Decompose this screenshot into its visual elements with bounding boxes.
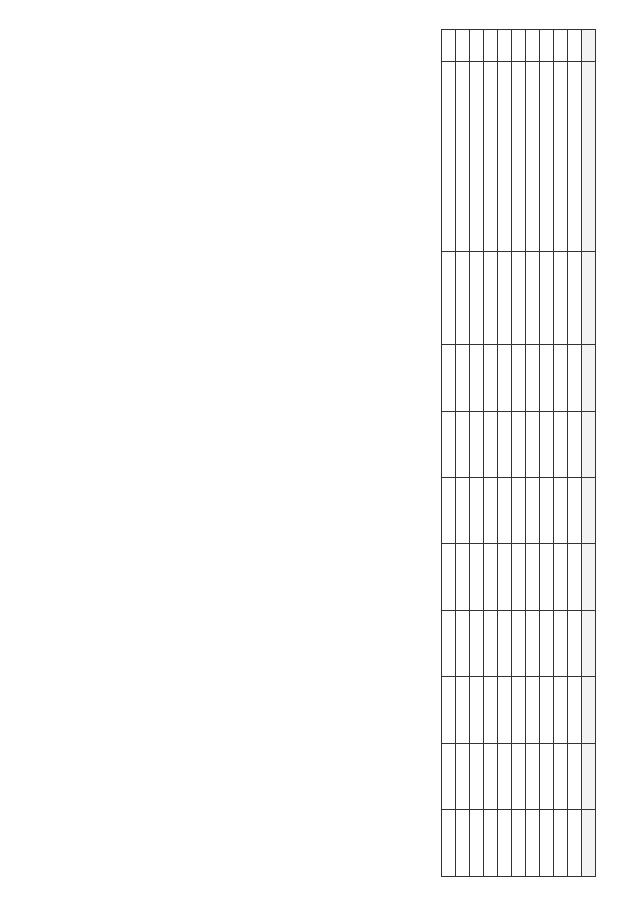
row-doc xyxy=(456,251,470,344)
row-col10 xyxy=(456,743,470,809)
row-col7 xyxy=(568,543,582,609)
row-date2 xyxy=(456,411,470,477)
row-doc xyxy=(554,251,568,344)
col-header-7 xyxy=(582,543,596,609)
row-col6 xyxy=(498,477,512,543)
row-col8 xyxy=(442,610,456,676)
row-col6 xyxy=(484,477,498,543)
row-col6 xyxy=(442,477,456,543)
col-header-10 xyxy=(582,743,596,809)
row-col8 xyxy=(554,610,568,676)
row-date2 xyxy=(526,411,540,477)
table-header xyxy=(582,29,596,876)
row-address xyxy=(442,61,456,252)
row-date1 xyxy=(568,344,582,410)
row-col11 xyxy=(456,809,470,876)
row-doc xyxy=(484,251,498,344)
row-address xyxy=(456,61,470,252)
row-date1 xyxy=(526,344,540,410)
row-date2 xyxy=(498,411,512,477)
row-col9 xyxy=(540,676,554,742)
table-row xyxy=(526,29,540,876)
row-date1 xyxy=(540,344,554,410)
row-col9 xyxy=(470,676,484,742)
col-header-11 xyxy=(582,809,596,876)
col-header-6 xyxy=(582,477,596,543)
col-header-4 xyxy=(582,344,596,410)
row-col9 xyxy=(568,676,582,742)
row-col11 xyxy=(484,809,498,876)
row-col11 xyxy=(498,809,512,876)
row-col7 xyxy=(526,543,540,609)
row-col9 xyxy=(526,676,540,742)
rotated-document xyxy=(20,13,620,893)
table-row xyxy=(456,29,470,876)
row-col11 xyxy=(470,809,484,876)
row-col8 xyxy=(470,610,484,676)
row-date2 xyxy=(568,411,582,477)
row-col6 xyxy=(554,477,568,543)
row-date2 xyxy=(512,411,526,477)
row-col10 xyxy=(568,743,582,809)
row-col10 xyxy=(540,743,554,809)
col-header-5 xyxy=(582,411,596,477)
row-doc xyxy=(470,251,484,344)
row-col7 xyxy=(498,543,512,609)
row-col8 xyxy=(568,610,582,676)
row-col10 xyxy=(512,743,526,809)
row-num xyxy=(442,29,456,61)
row-col9 xyxy=(442,676,456,742)
table-row xyxy=(554,29,568,876)
row-address xyxy=(512,61,526,252)
row-col11 xyxy=(512,809,526,876)
row-col10 xyxy=(554,743,568,809)
row-col10 xyxy=(526,743,540,809)
table-row xyxy=(540,29,554,876)
col-header-8 xyxy=(582,610,596,676)
row-num xyxy=(568,29,582,61)
row-doc xyxy=(498,251,512,344)
row-col9 xyxy=(484,676,498,742)
row-col6 xyxy=(568,477,582,543)
row-date1 xyxy=(498,344,512,410)
row-num xyxy=(540,29,554,61)
row-col6 xyxy=(512,477,526,543)
row-col7 xyxy=(554,543,568,609)
row-col7 xyxy=(484,543,498,609)
row-col8 xyxy=(526,610,540,676)
row-col11 xyxy=(540,809,554,876)
row-num xyxy=(526,29,540,61)
row-date1 xyxy=(470,344,484,410)
row-date2 xyxy=(470,411,484,477)
table-row xyxy=(498,29,512,876)
row-col10 xyxy=(442,743,456,809)
row-col11 xyxy=(554,809,568,876)
row-date1 xyxy=(554,344,568,410)
row-address xyxy=(540,61,554,252)
row-address xyxy=(484,61,498,252)
col-header-9 xyxy=(582,676,596,742)
register-table xyxy=(441,29,596,877)
table-row xyxy=(470,29,484,876)
row-num xyxy=(512,29,526,61)
row-date1 xyxy=(512,344,526,410)
row-col7 xyxy=(456,543,470,609)
row-col10 xyxy=(484,743,498,809)
row-col8 xyxy=(456,610,470,676)
row-date2 xyxy=(442,411,456,477)
row-num xyxy=(470,29,484,61)
col-header-1 xyxy=(582,29,596,61)
row-col7 xyxy=(470,543,484,609)
row-col9 xyxy=(498,676,512,742)
row-col10 xyxy=(470,743,484,809)
row-col6 xyxy=(540,477,554,543)
row-col11 xyxy=(442,809,456,876)
row-col7 xyxy=(540,543,554,609)
row-address xyxy=(498,61,512,252)
table-body xyxy=(442,29,582,876)
row-date2 xyxy=(540,411,554,477)
row-col8 xyxy=(512,610,526,676)
row-col9 xyxy=(456,676,470,742)
row-col7 xyxy=(442,543,456,609)
row-date1 xyxy=(442,344,456,410)
row-col6 xyxy=(456,477,470,543)
col-header-2 xyxy=(582,61,596,252)
row-num xyxy=(498,29,512,61)
row-num xyxy=(456,29,470,61)
table-row xyxy=(442,29,456,876)
row-doc xyxy=(540,251,554,344)
row-address xyxy=(526,61,540,252)
row-col7 xyxy=(512,543,526,609)
row-col11 xyxy=(568,809,582,876)
table-row xyxy=(568,29,582,876)
row-col6 xyxy=(526,477,540,543)
row-col10 xyxy=(498,743,512,809)
table-row xyxy=(484,29,498,876)
row-date1 xyxy=(456,344,470,410)
row-col8 xyxy=(484,610,498,676)
row-address xyxy=(568,61,582,252)
row-address xyxy=(470,61,484,252)
row-col9 xyxy=(554,676,568,742)
row-col9 xyxy=(512,676,526,742)
table-header-row xyxy=(582,29,596,876)
row-col8 xyxy=(540,610,554,676)
col-header-3 xyxy=(582,251,596,344)
row-address xyxy=(554,61,568,252)
row-date2 xyxy=(554,411,568,477)
row-num xyxy=(484,29,498,61)
row-doc xyxy=(526,251,540,344)
row-num xyxy=(554,29,568,61)
row-doc xyxy=(568,251,582,344)
row-doc xyxy=(442,251,456,344)
row-date1 xyxy=(484,344,498,410)
table-row xyxy=(512,29,526,876)
row-date2 xyxy=(484,411,498,477)
row-doc xyxy=(512,251,526,344)
row-col11 xyxy=(526,809,540,876)
row-col8 xyxy=(498,610,512,676)
row-col6 xyxy=(470,477,484,543)
